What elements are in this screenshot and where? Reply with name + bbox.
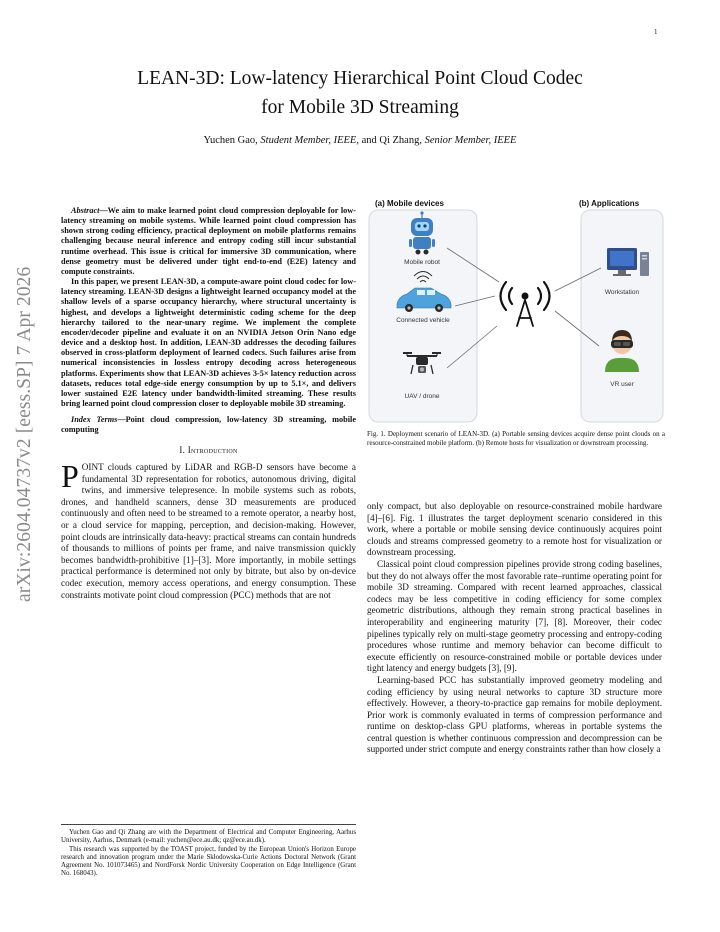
panel-b-box xyxy=(581,210,663,422)
page-number: 1 xyxy=(654,28,658,36)
index-terms-label: Index Terms xyxy=(71,415,118,425)
intro-paragraph-1 xyxy=(61,458,356,601)
abstract-paragraph-2: In this paper, we present LEAN-3D, a compute-aware point cloud codec for low-latency streaming. LEAN-3D designs a lightweight learned occupancy model at the shallow levels of a sparse occupancy hierarchy, where structural uncertainty is highest, and develops a lightweight deterministic coding scheme for the deep hierarchy tailored to the near-unary regime. We implement the complete encoder/decoder pipeline and evaluate it on an NVIDIA Jetson Orin Nano edge device and a desktop host. In addition, LEAN-3D addresses the decoding failures observed in cross-platform deployment of learned codecs. Such failures arise from numerical inconsistencies in lossless entropy decoding across heterogeneous platforms. Experiments show that LEAN-3D achieves 3-5× latency reduction across datasets, reduces total edge-side energy consumption by up to 5.1×, and delivers lower sustained E2E latency under bandwidth-limited streaming. These results bring learned point cloud compression closer to deployable mobile 3D streaming. xyxy=(61,277,356,408)
panel-b-title: (b) Applications xyxy=(579,199,640,208)
wireless-antenna-icon xyxy=(501,282,550,326)
arxiv-stamp: arXiv:2604.04737v2 [eess.SP] 7 Apr 2026 xyxy=(14,266,35,602)
index-terms-text: Point cloud compression, low-latency 3D streaming, mobile computing xyxy=(61,415,356,435)
app-label-workstation: Workstation xyxy=(604,289,640,296)
device-label-robot: Mobile robot xyxy=(404,259,440,266)
author-connector: , and Qi Zhang, xyxy=(356,135,425,146)
figure-caption: Fig. 1. Deployment scenario of LEAN-3D. (a) Portable sensing devices acquire dense point clouds on a resource-constrained mobile platform. (b) Remote hosts for visualization or downstream processing. xyxy=(367,430,665,447)
device-label-drone: UAV / drone xyxy=(404,393,440,400)
title-line-2: for Mobile 3D Streaming xyxy=(261,97,459,118)
right-column xyxy=(367,501,662,756)
device-label-vehicle: Connected vehicle xyxy=(396,317,450,324)
section-heading-introduction: I. Introduction xyxy=(179,445,238,456)
intro-paragraph-1-continued: only compact, but also deployable on resource-constrained mobile hardware [4]–[6]. Fig. 1 illustrates the target deployment scenario considered in this work, where a portable or mobile sensing device continuously acquires point clouds and streams compressed geometry to a remote host for visualization or downstream processing. xyxy=(367,501,662,558)
abstract-label: Abstract xyxy=(71,206,100,215)
intro-paragraph-2: Classical point cloud compression pipelines provide strong coding baselines, but they do not always offer the most favorable rate–runtime operating point for mobile 3D streaming. Compared with recent learned approaches, classical codecs may be less competitive in coding efficiency for some complex geometric distributions, although they remain strong practical baselines in interoperability and engineering maturity [7], [8]. Moreover, their codec pipelines typically rely on multi-stage geometry processing and entropy-coding procedures whose runtime and memory behavior can become difficult to execute efficiently on resource-constrained mobile or portable devices under tight latency and energy budgets [3], [9]. xyxy=(367,558,662,674)
footnotes xyxy=(61,824,356,879)
panel-a-title: (a) Mobile devices xyxy=(375,199,444,208)
index-terms: Index Terms—Point cloud compression, low-latency 3D streaming, mobile computing xyxy=(61,415,356,435)
author-2-role: Senior Member, IEEE xyxy=(424,135,517,146)
paper-title xyxy=(80,64,640,122)
abstract-text-1: We aim to make learned point cloud compression deployable for low-latency streaming on mobile systems. While learned point cloud compression has shown strong coding efficiency, practical deployment on mobile platforms remains challenging because neural inference and entropy coding still incur substantial runtime overhead. This issue is critical for immersive 3D communication, where dense geometry must be delivered under tight end-to-end (E2E) latency and compute constraints. xyxy=(61,206,356,276)
footnote-affiliation: Yuchen Gao and Qi Zhang are with the Department of Electrical and Computer Engineering, Aarhus University, Aarhus, Denmark (e-mail: yuchen@ece.au.dk; qz@ece.au.dk). xyxy=(61,829,356,845)
figure-1 xyxy=(367,196,665,424)
intro-paragraph-3: Learning-based PCC has substantially improved geometry modeling and coding efficiency by using neural networks to capture 3D structure more effectively. However, a theory-to-practice gap remains for mobile deployment. Prior work is commonly evaluated in terms of compression performance and runtime on desktop-class GPU platforms, whereas in portable systems the central question is whether continuous compression and decompression can be supported under strict compute and energy constraints rather than how closely a xyxy=(367,674,662,755)
intro-paragraph-1-text: OINT clouds captured by LiDAR and RGB-D sensors have become a fundamental 3D representation for robotics, autonomous driving, digital twins, and immersive telepresence. In mobile systems such as robots, drones, and handheld scanners, dense 3D measurements are produced continuously and often need to be streamed to a remote operator, a nearby host, or a cloud service for mapping, perception, and decision-making. However, point clouds are intrinsically data-heavy: practical streams can contain hundreds of thousands to millions of points per frame, and naive transmission quickly becomes bandwidth-prohibitive [1]–[3]. More importantly, in mobile settings practical performance is determined not only by bitrate, but also by on-device codec execution, memory access operations, and energy consumption. These constraints motivate point cloud compression (PCC) methods that are not xyxy=(61,462,356,600)
title-line-1: LEAN-3D: Low-latency Hierarchical Point Cloud Codec xyxy=(137,68,583,89)
abstract-paragraph-1: Abstract—We aim to make learned point cloud compression deployable for low-latency streaming on mobile systems. While learned point cloud compression has shown strong coding efficiency, practical deployment on mobile platforms remains challenging because neural inference and entropy coding still incur substantial runtime overhead. This issue is critical for immersive 3D communication, where dense geometry must be delivered under tight end-to-end (E2E) latency and compute constraints. xyxy=(61,206,356,276)
author-1: Yuchen Gao, xyxy=(203,135,261,146)
drop-cap: P xyxy=(61,458,79,495)
author-1-role: Student Member, IEEE xyxy=(260,135,357,146)
footnote-funding: This research was supported by the TOAST project, funded by the European Union's Horizon Europe research and innovation program under the Marie Skłodowska-Curie Actions Doctoral Network (Grant Agreement No. 101073465) and NordForsk Nordic University Cooperation on Edge Intelligence (Grant No. 168043). xyxy=(61,845,356,878)
author-line xyxy=(80,135,640,146)
app-label-vr-user: VR user xyxy=(610,381,634,388)
left-column xyxy=(61,206,356,601)
